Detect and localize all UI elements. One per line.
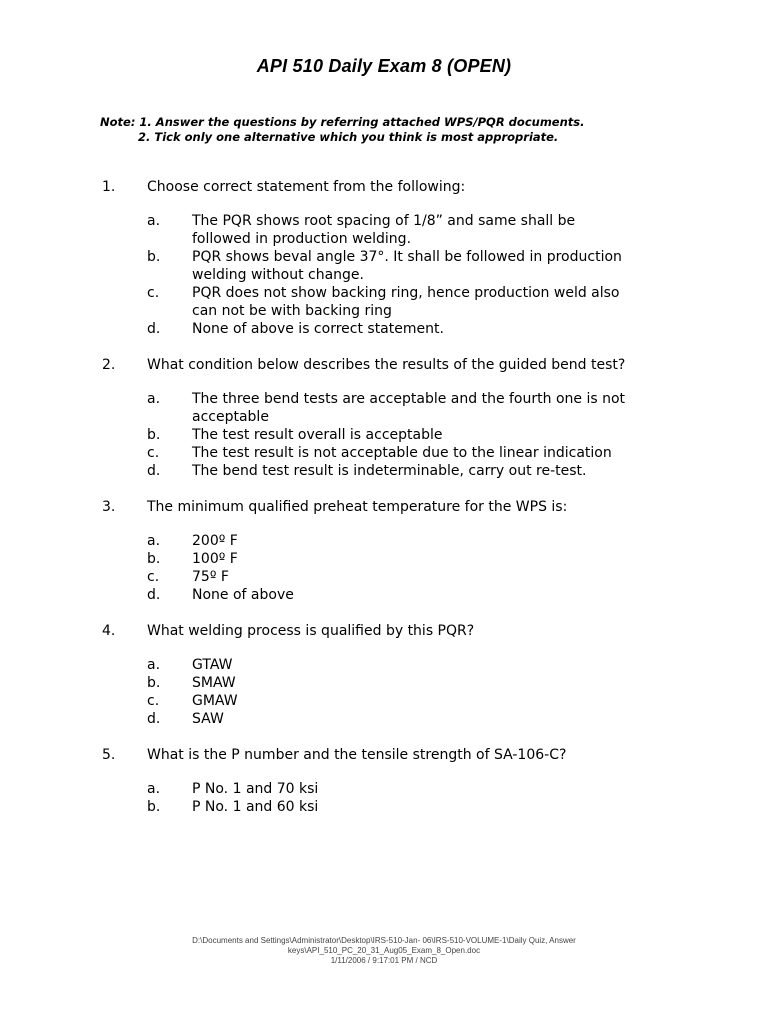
option-letter: d. [147, 321, 161, 337]
option-letter: b. [147, 675, 161, 691]
option-letter: a. [147, 781, 161, 797]
question-stem [0, 746, 627, 764]
question-text: The minimum qualified preheat temperature for the WPS is: [147, 499, 568, 515]
option-text: PQR does not show backing ring, hence production weld also can not be with backing ring [192, 285, 620, 319]
option-text: 75º F [192, 569, 229, 585]
answer-option [0, 462, 632, 480]
answer-option [0, 320, 632, 338]
question-number: 2. [102, 357, 116, 373]
answer-option [0, 532, 632, 550]
option-letter: d. [147, 711, 161, 727]
option-letter: c. [147, 569, 160, 585]
question-1 [0, 178, 768, 338]
question-2 [0, 356, 768, 480]
option-text: GTAW [192, 657, 233, 673]
answer-option [0, 550, 632, 568]
option-text: The PQR shows root spacing of 1/8” and same shall be followed in production welding. [192, 213, 576, 247]
option-letter: b. [147, 551, 161, 567]
option-letter: a. [147, 657, 161, 673]
footer-path-line-1: D:\Documents and Settings\Administrator\Desktop\IRS-510-Jan- 06\IRS-510-VOLUME-1\Daily Quiz, Answer [192, 936, 576, 945]
option-text: 100º F [192, 551, 238, 567]
answer-option [0, 692, 632, 710]
option-text: None of above is correct statement. [192, 321, 444, 337]
option-text: 200º F [192, 533, 238, 549]
option-letter: c. [147, 445, 160, 461]
question-list [0, 178, 768, 816]
page-title: API 510 Daily Exam 8 (OPEN) [256, 56, 512, 76]
option-text: The three bend tests are acceptable and the fourth one is not acceptable [192, 391, 626, 425]
answer-options [0, 656, 768, 728]
option-letter: d. [147, 587, 161, 603]
option-letter: d. [147, 463, 161, 479]
question-text: What condition below describes the results of the guided bend test? [147, 357, 626, 373]
option-letter: c. [147, 693, 160, 709]
footer-timestamp: 1/11/2006 / 9:17:01 PM / NCD [330, 956, 438, 965]
question-text: Choose correct statement from the following: [147, 179, 466, 195]
answer-option [0, 780, 632, 798]
question-number: 4. [102, 623, 116, 639]
option-text: PQR shows beval angle 37°. It shall be followed in production welding without change. [192, 249, 622, 283]
answer-option [0, 674, 632, 692]
option-letter: b. [147, 799, 161, 815]
document-footer [0, 936, 768, 966]
option-text: None of above [192, 587, 294, 603]
answer-options [0, 390, 768, 480]
answer-option [0, 284, 632, 320]
footer-path-line-2: keys\API_510_PC_20_31_Aug05_Exam_8_Open.doc [287, 946, 481, 955]
answer-option [0, 426, 632, 444]
answer-option [0, 586, 632, 604]
question-3 [0, 498, 768, 604]
option-letter: a. [147, 391, 161, 407]
answer-option [0, 390, 632, 426]
option-letter: a. [147, 533, 161, 549]
question-text: What welding process is qualified by this PQR? [147, 623, 475, 639]
note-line-2: 2. Tick only one alternative which you think is most appropriate. [138, 130, 559, 144]
question-stem [0, 498, 627, 516]
question-stem [0, 622, 627, 640]
answer-options [0, 532, 768, 604]
option-letter: c. [147, 285, 160, 301]
answer-option [0, 248, 632, 284]
option-letter: b. [147, 427, 161, 443]
answer-option [0, 444, 632, 462]
option-letter: a. [147, 213, 161, 229]
option-text: SAW [192, 711, 224, 727]
question-5 [0, 746, 768, 816]
question-number: 5. [102, 747, 116, 763]
question-stem [0, 356, 627, 374]
question-number: 3. [102, 499, 116, 515]
option-text: The bend test result is indeterminable, carry out re-test. [192, 463, 587, 479]
question-number: 1. [102, 179, 116, 195]
option-text: The test result is not acceptable due to the linear indication [192, 445, 612, 461]
option-text: P No. 1 and 60 ksi [192, 799, 319, 815]
option-text: GMAW [192, 693, 238, 709]
option-text: SMAW [192, 675, 236, 691]
answer-option [0, 212, 632, 248]
question-4 [0, 622, 768, 728]
answer-options [0, 212, 768, 338]
question-stem [0, 178, 627, 196]
option-text: The test result overall is acceptable [192, 427, 443, 443]
answer-option [0, 568, 632, 586]
answer-options [0, 780, 768, 816]
note-line-1: Note: 1. Answer the questions by referring attached WPS/PQR documents. [100, 115, 585, 129]
answer-option [0, 656, 632, 674]
question-text: What is the P number and the tensile strength of SA-106-C? [147, 747, 567, 763]
answer-option [0, 798, 632, 816]
option-letter: b. [147, 249, 161, 265]
option-text: P No. 1 and 70 ksi [192, 781, 319, 797]
answer-option [0, 710, 632, 728]
instructions-note [100, 115, 660, 145]
